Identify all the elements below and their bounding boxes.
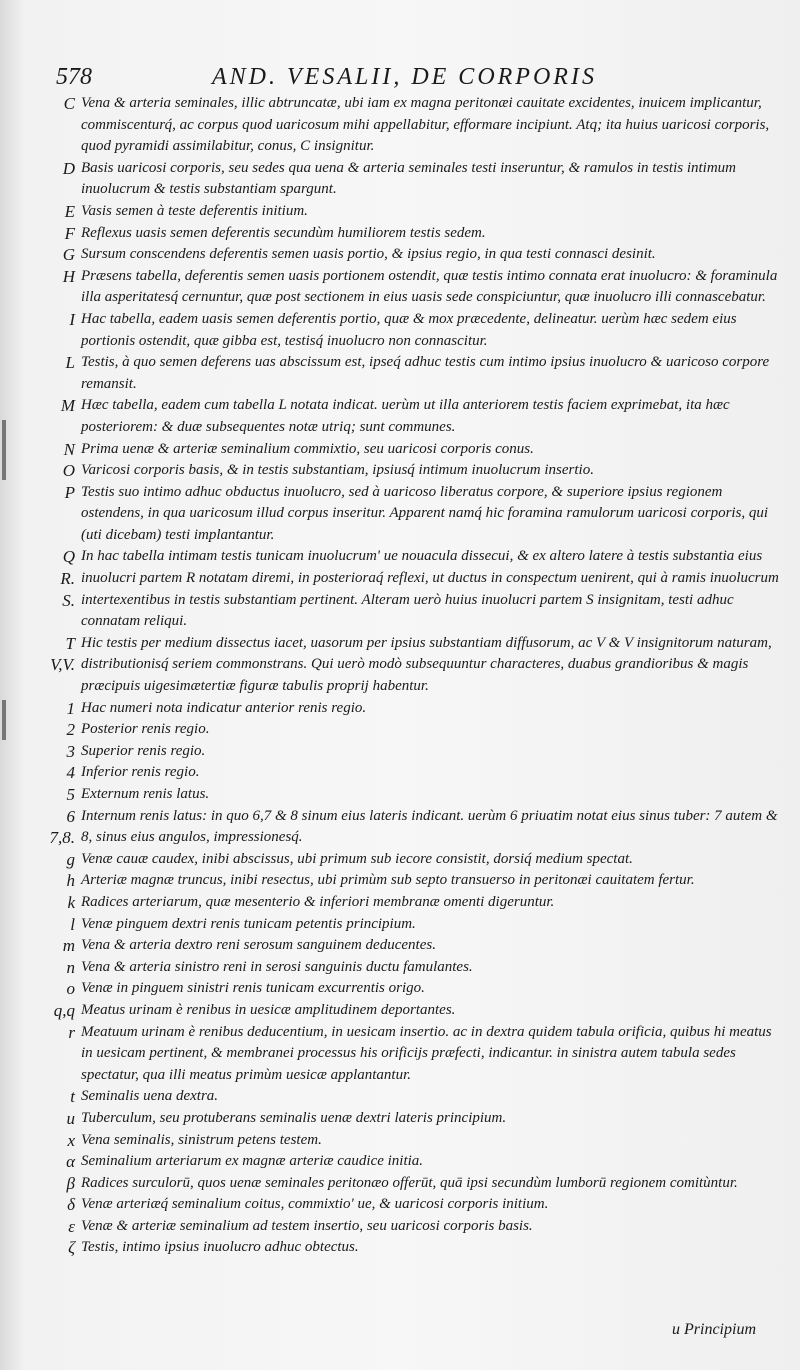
entry-key: [20, 741, 75, 763]
entry-text: Vena & arteria seminales, illic abtruncatæ, ubi iam ex magna peritonæi cauitate excidentes, inuicem implicantur, commiscenturq́, ac corpus quod uaricosum mihi appellabitur, efformare incipiunt. Atq; ita huius uaricosi corporis, quod pyramidi assimilabitur, conus, C insignitur.: [81, 95, 770, 155]
legend-entry: [20, 1194, 780, 1216]
entry-key: [20, 957, 75, 979]
entry-key-letter: α: [66, 1152, 75, 1172]
entry-key-letter: o: [66, 979, 75, 999]
entry-text: Præsens tabella, deferentis semen uasis portionem ostendit, quæ testis intimo connata erat inuolucro: & foraminula illa asperitatesq́ cernuntur, quæ post sectionem in eius uasis sede conspiciuntur, quæ inuolucro illi connascebatur.: [81, 267, 778, 306]
catchword: u Principium: [672, 1321, 756, 1338]
entry-text: Vena & arteria sinistro reni in serosi sanguinis ductu famulantes.: [81, 958, 473, 975]
entry-key: [20, 395, 75, 417]
entry-text: In hac tabella intimam testis tunicam inuolucrum' ue nouacula dissecui, & ex altero latere à testis substantia eius inuolucri partem R notatam diremi, in posterioraq́ reflexi, ut ductus in conspectum uenirent, qui à ramis inuolucrum intertexentibus in testis substantiam pertinent. Alteram uerò huius inuolucri partem S insignitam, testi adhuc connatam reliqui.: [81, 548, 779, 630]
entry-key-letter: m: [62, 936, 75, 956]
entry-key-letter: 3: [66, 741, 75, 761]
entry-text: Radices arteriarum, quæ mesenterio & inferiori membranæ omenti digeruntur.: [81, 893, 555, 910]
entry-key-letter: E: [64, 201, 75, 221]
entry-key: [20, 266, 75, 288]
entry-key: [20, 1194, 75, 1216]
legend-entry: [20, 633, 780, 698]
entry-text: Venæ arteriæq́ seminalium coitus, commixtio' ue, & uaricosi corporis initium.: [81, 1196, 549, 1213]
entry-key-letter: H: [62, 266, 75, 286]
entry-key-letter: R.: [60, 569, 75, 589]
entry-key-letter: 2: [66, 720, 75, 740]
entry-key-letter: 5: [66, 785, 75, 804]
entry-key: [20, 439, 75, 461]
entry-key: [20, 633, 75, 676]
entry-key: [20, 806, 75, 849]
entry-key: [20, 784, 75, 806]
entry-text: Testis, à quo semen deferens uas abscissum est, ipseq́ adhuc testis cum intimo ipsius inuolucro & uaricoso corpore remansit.: [81, 354, 770, 392]
entry-text: Venæ in pinguem sinistri renis tunicam excurrentis origo.: [81, 980, 425, 997]
legend-entry: [20, 352, 780, 395]
legend-entry: [20, 1173, 780, 1195]
entry-text: Testis suo intimo adhuc obductus inuolucro, sed à uaricoso liberatus corpore, & superiore ipsius regionem ostendens, in qua uaricosum illud corpus inseritur. Apparent namq́ hic foramina ramulorum uaricosi corporis, qui (uti dicebam) testi implantantur.: [81, 483, 769, 543]
entry-text: Inferior renis regio.: [81, 764, 200, 781]
entry-key: [20, 93, 75, 115]
page-edge-mark: [2, 420, 6, 480]
legend-entry: [20, 201, 780, 223]
entry-key: [20, 201, 75, 223]
entry-key-letter: F: [64, 223, 75, 243]
entry-text: Vena & arteria dextro reni serosum sanguinem deducentes.: [81, 937, 436, 954]
entry-key-letter: 4: [66, 763, 75, 783]
legend-entry: [20, 1108, 780, 1130]
entry-key-letter: n: [66, 957, 75, 977]
entry-key: [20, 914, 75, 936]
legend-entry: [20, 1022, 780, 1087]
entry-key-letter: Q: [62, 547, 75, 567]
entry-text: Varicosi corporis basis, & in testis substantiam, ipsiusq́ intimum inuolucrum insertio.: [81, 462, 594, 479]
legend-entry: [20, 957, 780, 979]
legend-entry: [20, 460, 780, 482]
legend-entry: [20, 870, 780, 892]
entry-key-letter: T: [65, 633, 75, 653]
entry-text: Meatus urinam è renibus in uesicæ amplitudinem deportantes.: [81, 1001, 456, 1018]
page-header: [44, 64, 784, 94]
entry-key-letter: N: [63, 439, 75, 459]
legend-entry: [20, 1237, 780, 1259]
entry-text: Prima uenæ & arteriæ seminalium commixtio, seu uaricosi corporis conus.: [81, 440, 534, 457]
entry-text: Venæ pinguem dextri renis tunicam petentis principium.: [81, 915, 416, 932]
entry-key: [20, 762, 75, 784]
entry-text: Seminalis uena dextra.: [81, 1088, 219, 1105]
legend-entry: [20, 93, 780, 158]
entry-key: [20, 460, 75, 482]
entry-key-letter: ζ: [68, 1238, 75, 1258]
entry-text: Basis uaricosi corporis, seu sedes qua uena & arteria seminales testi inseruntur, & ramulos in testis intimum inuolucrum & testis substantiam spargunt.: [81, 159, 736, 198]
entry-text: Hæc tabella, eadem cum tabella L notata indicat. uerùm ut illa anteriorem testis faciem exprimebat, ita hæc posteriorem: & duæ subsequentes notæ utriq; sunt communes.: [81, 397, 730, 435]
entry-key: [20, 719, 75, 741]
entry-key-letter: k: [67, 892, 75, 912]
entry-key-letter: g: [66, 849, 75, 869]
legend-entry: [20, 784, 780, 806]
entry-text: Vasis semen à teste deferentis initium.: [81, 202, 308, 219]
entry-key: [20, 698, 75, 720]
entry-text: Superior renis regio.: [81, 742, 206, 759]
legend-entry: [20, 439, 780, 461]
entry-text: Radices surculorū, quos uenæ seminales peritonæo offerūt, quā ipsi secundùm lumborū regionem comitùntur.: [81, 1174, 738, 1191]
legend-entry: [20, 482, 780, 547]
entry-key-letter: I: [69, 309, 75, 329]
entry-key: [20, 892, 75, 914]
entry-text: Arteriæ magnæ truncus, inibi resectus, ubi primùm sub septo transuerso in peritonæi cauitatem fertur.: [81, 872, 695, 889]
entry-key-letter: M: [60, 396, 75, 416]
legend-entry: [20, 244, 780, 266]
legend-entry: [20, 698, 780, 720]
entry-key: [20, 1108, 75, 1130]
entry-key-letter: 1: [66, 698, 75, 718]
entry-key-letter: D: [62, 158, 75, 178]
entry-text: Venæ & arteriæ seminalium ad testem insertio, seu uaricosi corporis basis.: [81, 1217, 533, 1234]
entry-key-letter: x: [67, 1130, 75, 1150]
legend-entry: [20, 892, 780, 914]
entry-text: Hic testis per medium dissectus iacet, uasorum per ipsius substantiam diffusorum, ac V & V insignitorum naturam, distributionisq́ seriem commonstrans. Qui uerò modò subsequuntur characteres, duabus grandioribus & magis præcipuis uigesimætertiæ figuræ tabulis proprij habentur.: [81, 634, 772, 695]
entry-key: [20, 482, 75, 504]
legend-entry: [20, 719, 780, 741]
entry-key: [20, 352, 75, 374]
legend-entry: [20, 1130, 780, 1152]
entry-key-letter: t: [70, 1087, 75, 1107]
entry-key: [20, 1151, 75, 1173]
entry-key: [20, 1000, 75, 1022]
page-edge-mark: [2, 700, 6, 740]
legend-entry: [20, 223, 780, 245]
entry-key-letter: G: [62, 245, 75, 265]
entry-key: [20, 546, 75, 611]
legend-entries: [20, 93, 780, 1259]
entry-key: [20, 309, 75, 331]
legend-entry: [20, 395, 780, 438]
legend-entry: [20, 309, 780, 352]
page-number: 578: [56, 64, 92, 90]
entry-key-letter: S.: [62, 590, 75, 610]
entry-key-letter: r: [68, 1022, 75, 1042]
entry-key-letter: L: [65, 353, 75, 373]
entry-text: Testis, intimo ipsius inuolucro adhuc obtectus.: [81, 1239, 359, 1256]
entry-key: [20, 244, 75, 266]
legend-entry: [20, 1000, 780, 1022]
entry-key-letter: h: [66, 871, 75, 891]
entry-key: [20, 158, 75, 180]
entry-key-letter: u: [66, 1108, 75, 1128]
entry-key: [20, 223, 75, 245]
entry-text: Internum renis latus: in quo 6,7 & 8 sinum eius lateris indicant. uerùm 6 priuatim notat eius sinus tuber: 7 autem & 8, sinus eius angulos, impressionesq́.: [81, 807, 778, 846]
entry-key: [20, 1216, 75, 1238]
entry-key-letter: V,V.: [50, 655, 75, 675]
entry-key-letter: 6: [66, 806, 75, 826]
entry-text: Seminalium arteriarum ex magnæ arteriæ caudice initia.: [81, 1153, 424, 1170]
entry-text: Tuberculum, seu protuberans seminalis uenæ dextri lateris principium.: [81, 1109, 507, 1126]
entry-text: Meatuum urinam è renibus deducentium, in uesicam insertio. ac in dextra quidem tabula orificia, quibus hi meatus in uesicam pertinent, & membranei processus his orificijs præfecti, indicantur. in sinistra autem tabula sedes spectatur, qua illi meatus primùm uesicæ applantantur.: [81, 1023, 772, 1083]
entry-key: [20, 935, 75, 957]
legend-entry: [20, 1151, 780, 1173]
entry-text: Externum renis latus.: [81, 786, 210, 802]
entry-key: [20, 1086, 75, 1108]
entry-key-letter: l: [70, 914, 75, 934]
legend-entry: [20, 762, 780, 784]
legend-entry: [20, 1216, 780, 1238]
entry-key: [20, 870, 75, 892]
entry-key-letter: δ: [67, 1195, 75, 1215]
entry-key: [20, 1022, 75, 1044]
legend-entry: [20, 914, 780, 936]
entry-key: [20, 1173, 75, 1195]
entry-text: Reflexus uasis semen deferentis secundùm humiliorem testis sedem.: [81, 224, 486, 241]
entry-key-letter: ε: [68, 1216, 75, 1236]
legend-entry: [20, 978, 780, 1000]
legend-entry: [20, 158, 780, 201]
entry-key-letter: O: [62, 461, 75, 481]
entry-text: Hac tabella, eadem uasis semen deferentis portio, quæ & mox præcedente, delineatur. uerùm hæc sedem eius portionis ostendit, quæ gibba est, testisq́ inuolucro non connascitur.: [81, 310, 737, 349]
legend-entry: [20, 266, 780, 309]
entry-text: Sursum conscendens deferentis semen uasis portio, & ipsius regio, in qua testi connasci desinit.: [81, 246, 656, 263]
running-head: AND. VESALII, DE CORPORIS: [212, 64, 597, 90]
entry-key-letter: C: [63, 94, 75, 113]
entry-key-letter: P: [64, 482, 75, 502]
entry-key-letter: q,q: [53, 1000, 75, 1020]
entry-key: [20, 978, 75, 1000]
legend-entry: [20, 546, 780, 632]
entry-text: Posterior renis regio.: [81, 721, 210, 738]
entry-key: [20, 849, 75, 871]
entry-key: [20, 1130, 75, 1152]
legend-entry: [20, 935, 780, 957]
legend-entry: [20, 741, 780, 763]
legend-entry: [20, 806, 780, 849]
entry-key: [20, 1237, 75, 1259]
entry-key-letter: β: [66, 1173, 75, 1193]
entry-text: Vena seminalis, sinistrum petens testem.: [81, 1131, 322, 1148]
legend-entry: [20, 849, 780, 871]
entry-text: Hac numeri nota indicatur anterior renis regio.: [81, 699, 367, 716]
legend-entry: [20, 1086, 780, 1108]
entry-text: Venæ cauæ caudex, inibi abscissus, ubi primum sub iecore consistit, dorsiq́ medium spectat.: [81, 850, 633, 867]
entry-key-letter: 7,8.: [49, 828, 75, 848]
